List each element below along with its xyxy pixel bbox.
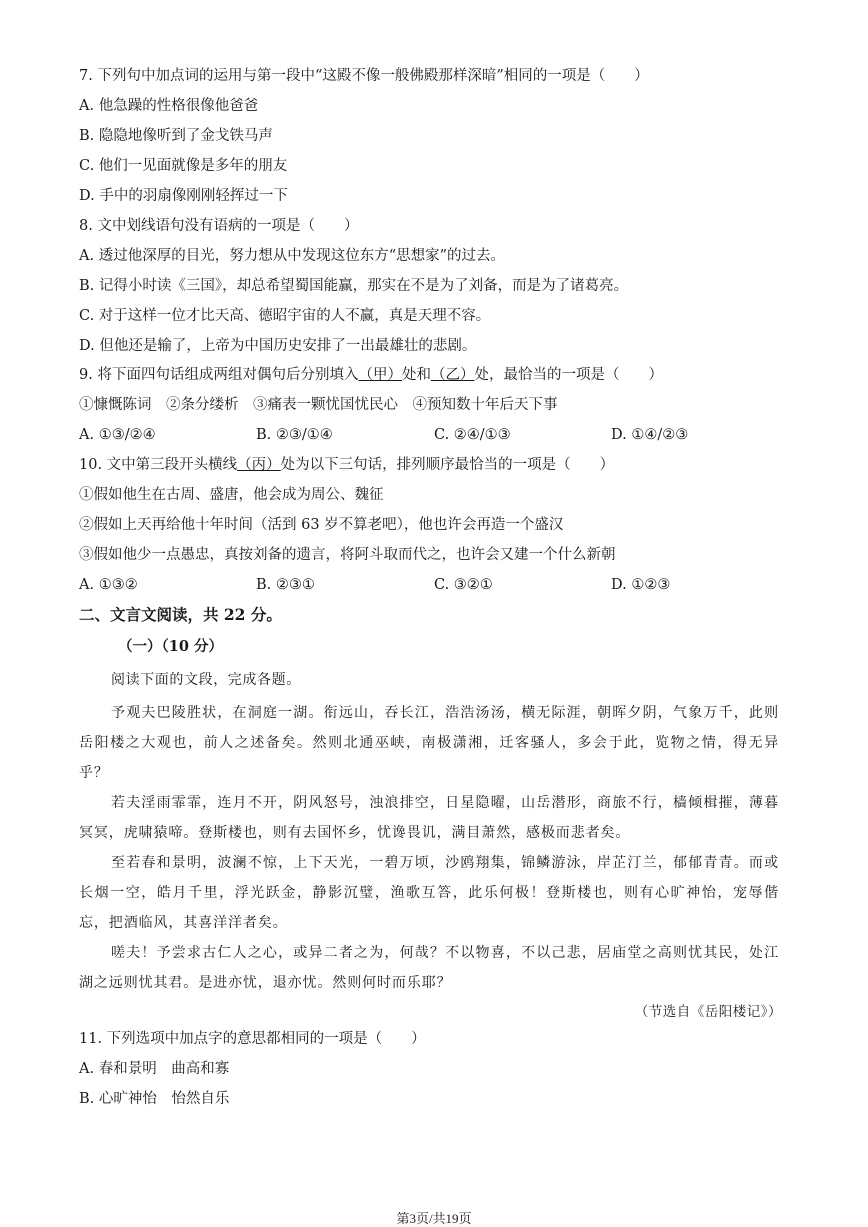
q7-option-d: D. 手中的羽扇像刚刚轻挥过一下 — [79, 188, 288, 204]
q10-option-a: A. ①③② — [79, 577, 138, 593]
q8-option-a: A. 透过他深厚的目光，努力想从中发现这位东方“思想家”的过去。 — [79, 248, 506, 264]
q11-option-b: B. 心旷神怡 怡然自乐 — [79, 1091, 230, 1107]
passage-paragraph: 予观夫巴陵胜状，在洞庭一湖。衔远山，吞长江，浩浩汤汤，横无际涯，朝晖夕阴，气象万千，此则岳阳楼之大观也，前人之述备矣。然则北通巫峡，南极潇湘，迁客骚人，多会于此，览物之情，得无异乎？ — [79, 705, 779, 781]
q8-option-b: B. 记得小时读《三国》，却总希望蜀国能赢，那实在不是为了刘备，而是为了诸葛亮。 — [79, 278, 629, 294]
q9-stem-mid: 处和 — [401, 367, 431, 383]
q9-option-d: D. ①④/②③ — [611, 427, 689, 443]
passage-paragraph: 若夫淫雨霏霏，连月不开，阴风怒号，浊浪排空，日星隐曜，山岳潜形，商旅不行，樯倾楫摧，薄暮冥冥，虎啸猿啼。登斯楼也，则有去国怀乡，忧谗畏讥，满目萧然，感极而悲者矣。 — [79, 795, 779, 841]
section-heading: 二、文言文阅读，共 22 分。 — [79, 605, 282, 624]
q7-option-a: A. 他急躁的性格很像他爸爸 — [79, 98, 259, 114]
q10-sentence-3: ③假如他少一点愚忠，真按刘备的遗言，将阿斗取而代之，也许会又建一个什么新朝 — [79, 547, 616, 563]
q10-stem — [79, 455, 614, 475]
q10-stem-pre: 10. 文中第三段开头横线 — [79, 457, 238, 473]
page-number: 第3页/共19页 — [396, 1211, 472, 1226]
q9-stem-post: 处，最恰当的一项是（ ） — [474, 367, 663, 383]
q9-blank-yi: （乙） — [430, 367, 475, 383]
q10-option-d: D. ①②③ — [611, 577, 671, 593]
q10-stem-post: 处为以下三句话，排列顺序最恰当的一项是（ ） — [280, 457, 615, 473]
q9-option-b: B. ②③/①④ — [256, 427, 333, 443]
passage-paragraph: 嗟夫！予尝求古仁人之心，或异二者之为，何哉？不以物喜，不以己悲，居庙堂之高则忧其民，处江湖之远则忧其君。是进亦忧，退亦忧。然则何时而乐耶？ — [79, 945, 779, 991]
q7-option-c: C. 他们一见面就像是多年的朋友 — [79, 158, 288, 174]
q8-stem: 8. 文中划线语句没有语病的一项是（ ） — [79, 218, 359, 234]
q11-stem: 11. 下列选项中加点字的意思都相同的一项是（ ） — [79, 1031, 426, 1047]
q11-option-a: A. 春和景明 曲高和寡 — [79, 1061, 230, 1077]
q10-sentence-1: ①假如他生在古周、盛唐，他会成为周公、魏征 — [79, 487, 384, 503]
q9-items: ①慷慨陈词 ②条分缕析 ③痛表一颗忧国忧民心 ④预知数十年后天下事 — [79, 397, 558, 413]
q8-option-c: C. 对于这样一位才比天高、德昭宇宙的人不赢，真是天理不容。 — [79, 308, 491, 324]
q7-stem: 7. 下列句中加点词的运用与第一段中“这殿不像一般佛殿那样深暗”相同的一项是（ ） — [79, 68, 649, 84]
passage-paragraph: 至若春和景明，波澜不惊，上下天光，一碧万顷，沙鸥翔集，锦鳞游泳，岸芷汀兰，郁郁青青。而或长烟一空，皓月千里，浮光跃金，静影沉璧，渔歌互答，此乐何极！登斯楼也，则有心旷神怡，宠辱偕忘，把酒临风，其喜洋洋者矣。 — [79, 855, 779, 931]
reading-instruction: 阅读下面的文段，完成各题。 — [111, 672, 301, 688]
subsection-heading: （一）（10 分） — [118, 638, 223, 655]
q10-option-b: B. ②③① — [256, 577, 315, 593]
q9-blank-jia: （甲） — [358, 367, 402, 383]
q8-option-d: D. 但他还是输了，上帝为中国历史安排了一出最雄壮的悲剧。 — [79, 338, 477, 354]
q7-option-b: B. 隐隐地像听到了金戈铁马声 — [79, 128, 273, 144]
passage-source: （节选自《岳阳楼记》） — [634, 1004, 782, 1020]
q9-option-a: A. ①③/②④ — [79, 427, 156, 443]
q10-option-c: C. ③②① — [434, 577, 493, 593]
q9-option-c: C. ②④/①③ — [434, 427, 511, 443]
q9-stem-pre: 9. 将下面四句话组成两组对偶句后分别填入 — [79, 367, 359, 383]
q9-stem — [79, 365, 663, 385]
q10-sentence-2: ②假如上天再给他十年时间（活到 63 岁不算老吧），他也许会再造一个盛汉 — [79, 517, 564, 533]
q10-blank-bing: （丙） — [237, 457, 281, 473]
